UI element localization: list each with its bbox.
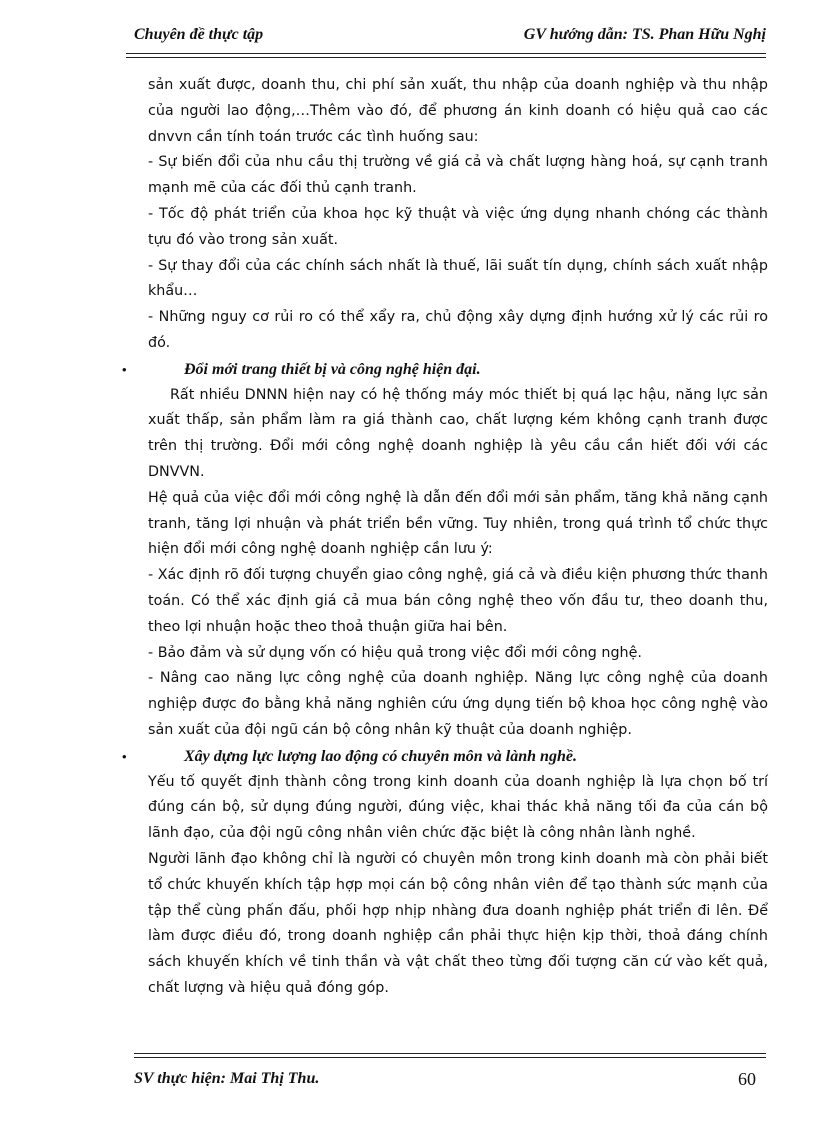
paragraph: - Tốc độ phát triển của khoa học kỹ thuật và việc ứng dụng nhanh chóng các thành tựu đó vào trong sản xuất. [148, 205, 768, 248]
section-heading-workforce [122, 744, 768, 770]
page-number: 60 [738, 1069, 756, 1089]
bullet-icon: • [122, 361, 127, 377]
footer-student-name: SV thực hiện: Mai Thị Thu. [134, 1070, 320, 1087]
paragraph: sản xuất được, doanh thu, chi phí sản xuất, thu nhập của doanh nghiệp và thu nhập của người lao động,…Thêm vào đó, để phương án kinh doanh có hiệu quả cao các dnvvn cần tính toán trước các tình huống sau: [148, 77, 768, 145]
section-heading-technology [122, 357, 768, 383]
paragraph: Yếu tố quyết định thành công trong kinh doanh của doanh nghiệp là lựa chọn bố trí đúng cán bộ, sử dụng đúng người, đúng việc, khai thác khả năng tối đa của cán bộ lãnh đạo, của đội ngũ công nhân viên chức đặc biệt là công nhân lành nghề. [148, 773, 768, 842]
paragraph: Hệ quả của việc đổi mới công nghệ là dẫn đến đổi mới sản phẩm, tăng khả năng cạnh tranh, tăng lợi nhuận và phát triển bền vững. Tuy nhiên, trong quá trình tổ chức thực hiện đổi mới công nghệ doanh nghiệp cần lưu ý: [148, 489, 768, 558]
header-divider [126, 53, 766, 58]
paragraph: Người lãnh đạo không chỉ là người có chuyên môn trong kinh doanh mà còn phải biết tổ chức khuyến khích tập hợp mọi cán bộ công nhân viên để tạo thành sức mạnh của tập thể cùng phấn đấu, phối hợp nhịp nhàng đưa doanh nghiệp phát triển đi lên. Để làm được điều đó, trong doanh nghiệp cần phải thực hiện kịp thời, thoả đáng chính sách khuyến khích về tinh thần và vật chất theo từng đối tượng căn cứ vào kết quả, chất lượng và hiệu quả đóng góp. [148, 850, 768, 996]
bullet-icon: • [122, 748, 127, 764]
paragraph: Rất nhiều DNNN hiện nay có hệ thống máy móc thiết bị quá lạc hậu, năng lực sản xuất thấp, sản phẩm làm ra giá thành cao, chất lượng kém không cạnh tranh được trên thị trường. Đổi mới công nghệ doanh nghiệp là yêu cầu cần hiết đối với các DNVVN. [148, 386, 768, 480]
header-course-title: Chuyên đề thực tập [134, 26, 264, 43]
document-body [122, 73, 768, 1002]
paragraph: - Xác định rõ đối tượng chuyển giao công nghệ, giá cả và điều kiện phương thức thanh toán. Có thể xác định giá cả mua bán công nghệ theo vốn đầu tư, theo doanh thu, theo lợi nhuận hoặc theo thoả thuận giữa hai bên. [148, 567, 768, 635]
paragraph: - Sự thay đổi của các chính sách nhất là thuế, lãi suất tín dụng, chính sách xuất nhập khẩu… [148, 257, 768, 300]
footer-divider [134, 1053, 766, 1058]
header-supervisor: GV hướng dẫn: TS. Phan Hữu Nghị [523, 26, 766, 43]
section-heading-text: Xây dựng lực lượng lao động có chuyên môn và lành nghề. [184, 747, 577, 765]
page-header [134, 24, 766, 52]
paragraph: - Những nguy cơ rủi ro có thể xẩy ra, chủ động xây dựng định hướng xử lý các rủi ro đó. [148, 309, 768, 351]
page-footer [134, 1053, 766, 1093]
paragraph: - Sự biến đổi của nhu cầu thị trường về giá cả và chất lượng hàng hoá, sự cạnh tranh mạnh mẽ của các đối thủ cạnh tranh. [148, 154, 768, 197]
section-heading-text: Đổi mới trang thiết bị và công nghệ hiện đại. [184, 360, 481, 378]
paragraph: - Nâng cao năng lực công nghệ của doanh nghiệp. Năng lực công nghệ của doanh nghiệp được đo bằng khả năng nghiên cứu ứng dụng tiến bộ khoa học công nghệ vào sản xuất của đội ngũ cán bộ công nhân kỹ thuật của doanh nghiệp. [148, 670, 768, 738]
paragraph: - Bảo đảm và sử dụng vốn có hiệu quả trong việc đổi mới công nghệ. [148, 644, 642, 661]
